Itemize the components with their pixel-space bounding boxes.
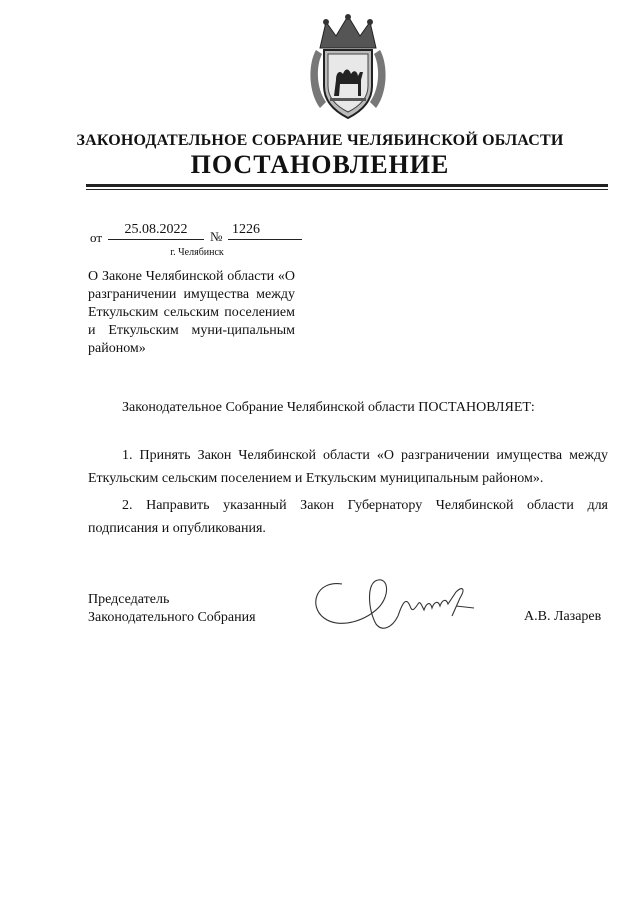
resolution-item-2: 2. Направить указанный Закон Губернатору Челябинской области для подписания и опубликования.	[88, 498, 608, 536]
number-prefix: №	[210, 229, 223, 244]
resolution-intro: Законодательное Собрание Челябинской области ПОСТАНОВЛЯЕТ:	[122, 400, 535, 415]
organization-name: ЗАКОНОДАТЕЛЬНОЕ СОБРАНИЕ ЧЕЛЯБИНСКОЙ ОБЛАСТИ	[76, 132, 564, 149]
document-number: 1226	[228, 222, 302, 240]
resolution-item-1: 1. Принять Закон Челябинской области «О разграничении имущества между Еткульским сельским поселением и Еткульским муниципальным районом».	[88, 448, 608, 486]
header-divider-thin	[86, 189, 608, 190]
document-title: ПОСТАНОВЛЕНИЕ	[190, 150, 450, 179]
signer-title	[88, 591, 256, 627]
coat-of-arms-icon	[306, 14, 390, 120]
header-divider-thick	[86, 184, 608, 187]
signer-title-line-1: Председатель	[88, 592, 170, 607]
document-subject: О Законе Челябинской области «О разграничении имущества между Еткульским сельским поселением и Еткульским муни-ципальным районом»	[88, 269, 295, 356]
date-prefix: от	[90, 230, 103, 245]
signer-name: А.В. Лазарев	[524, 609, 602, 624]
document-city: г. Челябинск	[170, 247, 224, 258]
document-date: 25.08.2022	[108, 222, 204, 240]
handwritten-signature	[306, 566, 486, 636]
signer-title-line-2: Законодательного Собрания	[88, 610, 256, 625]
